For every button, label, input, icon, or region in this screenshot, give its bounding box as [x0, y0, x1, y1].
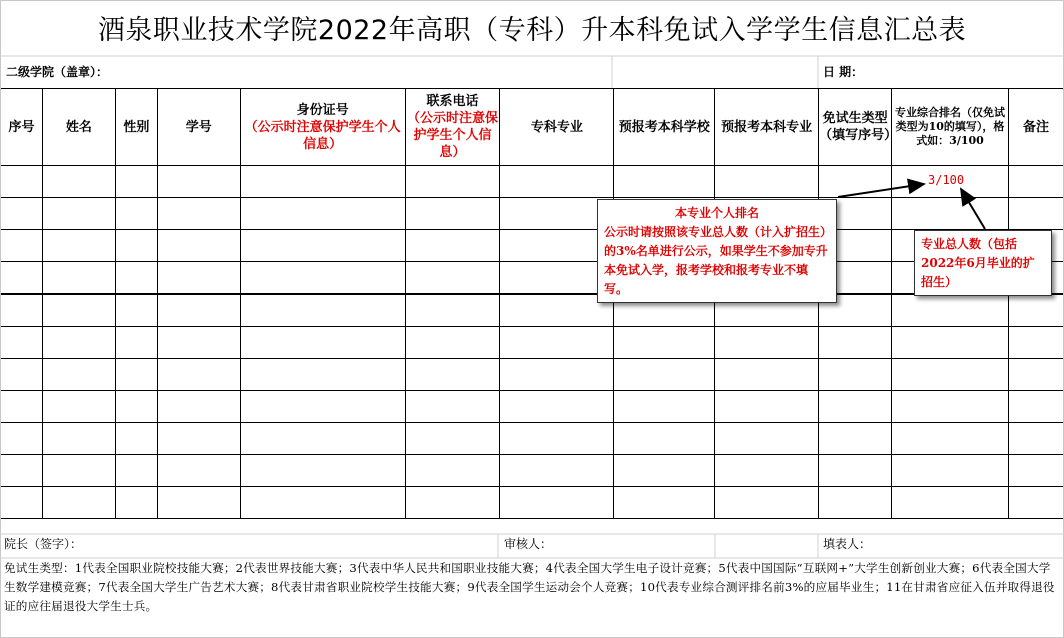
table-cell[interactable]: [1008, 487, 1063, 519]
table-cell[interactable]: [614, 487, 715, 519]
table-cell[interactable]: [115, 327, 157, 359]
table-cell[interactable]: [405, 391, 500, 423]
table-cell[interactable]: [1, 359, 43, 391]
table-cell[interactable]: [42, 455, 115, 487]
table-cell[interactable]: [500, 423, 614, 455]
rank-example: 3/100: [928, 173, 965, 187]
table-cell[interactable]: [1008, 391, 1063, 423]
table-cell[interactable]: [405, 455, 500, 487]
table-cell[interactable]: [715, 423, 819, 455]
table-cell[interactable]: [42, 262, 115, 295]
table-cell[interactable]: [115, 359, 157, 391]
col-target-major: 预报考本科专业: [715, 89, 819, 166]
table-cell[interactable]: [240, 230, 405, 262]
table-cell[interactable]: [115, 455, 157, 487]
table-cell[interactable]: [157, 327, 240, 359]
table-row: [1, 198, 1064, 230]
table-cell[interactable]: [115, 198, 157, 230]
reviewer-label: 审核人：: [504, 537, 553, 551]
date-label: 日 期：: [823, 65, 864, 79]
table-cell[interactable]: [1, 423, 43, 455]
table-cell[interactable]: [1, 294, 43, 327]
table-cell[interactable]: [115, 423, 157, 455]
table-cell[interactable]: [240, 327, 405, 359]
table-cell[interactable]: [715, 359, 819, 391]
table-cell[interactable]: [115, 487, 157, 519]
table-cell[interactable]: [892, 455, 1009, 487]
table-cell[interactable]: [715, 327, 819, 359]
col-major: 专科专业: [500, 89, 614, 166]
table-cell[interactable]: [614, 166, 715, 198]
col-id-card: 身份证号 （公示时注意保护学生个人信息）: [240, 89, 405, 166]
table-cell[interactable]: [405, 423, 500, 455]
table-cell[interactable]: [42, 391, 115, 423]
table-cell[interactable]: [892, 359, 1009, 391]
rank-callout-body: 公示时请按照该专业总人数（计入扩招生）的3%名单进行公示，如果学生不参加专升本免试入学，报考学校和报考专业不填写。: [604, 225, 828, 296]
table-cell[interactable]: [240, 198, 405, 230]
table-cell[interactable]: [715, 487, 819, 519]
table-cell[interactable]: [819, 455, 892, 487]
table-cell[interactable]: [42, 487, 115, 519]
table-cell[interactable]: [157, 198, 240, 230]
table-cell[interactable]: [405, 487, 500, 519]
rank-callout: [597, 199, 837, 303]
student-info-table: [0, 88, 1064, 519]
col-student-id: 学号: [157, 89, 240, 166]
table-cell[interactable]: [115, 294, 157, 327]
table-cell[interactable]: [157, 455, 240, 487]
table-row: [1, 359, 1064, 391]
col-gender: 性别: [115, 89, 157, 166]
table-cell[interactable]: [157, 487, 240, 519]
table-cell[interactable]: [819, 327, 892, 359]
table-cell[interactable]: [1, 198, 43, 230]
table-row: [1, 455, 1064, 487]
filler-label: 填表人：: [823, 537, 872, 551]
table-cell[interactable]: [157, 294, 240, 327]
table-row: [1, 423, 1064, 455]
table-cell[interactable]: [819, 423, 892, 455]
table-row: [1, 262, 1064, 295]
table-cell[interactable]: [115, 230, 157, 262]
header-row: [1, 89, 1064, 166]
table-cell[interactable]: [115, 262, 157, 295]
table-cell[interactable]: [715, 391, 819, 423]
table-cell[interactable]: [240, 359, 405, 391]
table-cell[interactable]: [715, 455, 819, 487]
col-exempt-type: 免试生类型（填写序号）: [819, 89, 892, 166]
table-cell[interactable]: [715, 166, 819, 198]
table-row: [1, 294, 1064, 327]
table-cell[interactable]: [157, 391, 240, 423]
table-cell[interactable]: [405, 294, 500, 327]
table-row: [1, 327, 1064, 359]
table-cell[interactable]: [614, 327, 715, 359]
table-cell[interactable]: [892, 391, 1009, 423]
table-cell[interactable]: [42, 294, 115, 327]
table-cell[interactable]: [614, 455, 715, 487]
table-cell[interactable]: [240, 294, 405, 327]
table-cell[interactable]: [614, 391, 715, 423]
table-cell[interactable]: [1, 391, 43, 423]
page-title: 酒泉职业技术学院2022年高职（专科）升本科免试入学学生信息汇总表: [97, 15, 967, 46]
table-cell[interactable]: [42, 359, 115, 391]
table-cell[interactable]: [1, 230, 43, 262]
privacy-note: （公示时注意保护学生个人信息）: [244, 119, 401, 152]
table-cell[interactable]: [892, 294, 1009, 327]
table-cell[interactable]: [157, 262, 240, 295]
privacy-note: （公示时注意保护学生个人信息）: [407, 111, 499, 160]
table-cell[interactable]: [42, 327, 115, 359]
table-cell[interactable]: [42, 166, 115, 198]
table-cell[interactable]: [500, 166, 614, 198]
table-cell[interactable]: [240, 262, 405, 295]
rank-callout-title: 本专业个人排名: [674, 206, 759, 220]
table-cell[interactable]: [500, 487, 614, 519]
table-cell[interactable]: [614, 359, 715, 391]
table-cell[interactable]: [42, 198, 115, 230]
total-callout: 专业总人数（包括2022年6月毕业的扩招生）: [914, 230, 1052, 296]
table-cell[interactable]: [819, 359, 892, 391]
table-cell[interactable]: [405, 359, 500, 391]
table-cell[interactable]: [240, 455, 405, 487]
table-cell[interactable]: [405, 230, 500, 262]
table-cell[interactable]: [157, 423, 240, 455]
col-index: 序号: [1, 89, 43, 166]
table-cell[interactable]: [1008, 294, 1063, 327]
table-cell[interactable]: [405, 198, 500, 230]
table-cell[interactable]: [240, 487, 405, 519]
table-row: [1, 391, 1064, 423]
table-cell[interactable]: [157, 230, 240, 262]
table-row: [1, 230, 1064, 262]
table-cell[interactable]: [819, 166, 892, 198]
table-cell[interactable]: [42, 230, 115, 262]
table-cell[interactable]: [1008, 166, 1063, 198]
table-cell[interactable]: [500, 327, 614, 359]
table-row: [1, 166, 1064, 198]
table-cell[interactable]: [240, 391, 405, 423]
table-cell[interactable]: [1008, 455, 1063, 487]
table-cell[interactable]: [819, 391, 892, 423]
table-cell[interactable]: [819, 487, 892, 519]
table-cell[interactable]: [500, 391, 614, 423]
table-cell[interactable]: [115, 166, 157, 198]
table-cell[interactable]: [157, 166, 240, 198]
table-cell[interactable]: [892, 487, 1009, 519]
col-target-school: 预报考本科学校: [614, 89, 715, 166]
table-cell[interactable]: [1, 327, 43, 359]
table-cell[interactable]: [42, 423, 115, 455]
col-name: 姓名: [42, 89, 115, 166]
table-cell[interactable]: [500, 455, 614, 487]
table-cell[interactable]: [1008, 327, 1063, 359]
table-cell[interactable]: [614, 423, 715, 455]
table-cell[interactable]: [1, 487, 43, 519]
table-cell[interactable]: [1008, 359, 1063, 391]
col-phone: 联系电话 （公示时注意保护学生个人信息）: [405, 89, 500, 166]
table-cell[interactable]: [892, 423, 1009, 455]
table-cell[interactable]: [240, 166, 405, 198]
table-cell[interactable]: [892, 327, 1009, 359]
table-cell[interactable]: [405, 166, 500, 198]
table-cell[interactable]: [1, 166, 43, 198]
table-cell[interactable]: [240, 423, 405, 455]
president-signature-label: 院长（签字）：: [4, 537, 83, 551]
col-rank: 专业综合排名（仅免试类型为10的填写），格式如：3/100: [892, 89, 1009, 166]
table-cell[interactable]: [1008, 198, 1063, 230]
table-cell[interactable]: [1008, 423, 1063, 455]
table-cell[interactable]: [892, 198, 1009, 230]
col-remarks: 备注: [1008, 89, 1063, 166]
exemption-type-notes: 免试生类型：1代表全国职业院校技能大赛；2代表世界技能大赛；3代表中华人民共和国职业技能大赛；4代表全国大学生电子设计竞赛；5代表中国国际“互联网+”大学生创新创业大赛；6代表全国大学生数学建模竞赛；7代表全国大学生广告艺术大赛；8代表甘肃省职业院校学生技能大赛；9代表全国学生运动会个人竞赛；10代表专业综合测评排名前3%的应届毕业生；11在甘肃省应征入伍并取得退役证的应往届退役大学生士兵。: [4, 561, 1055, 613]
table-cell[interactable]: [157, 359, 240, 391]
table-cell[interactable]: [1, 262, 43, 295]
table-row: [1, 487, 1064, 519]
table-cell[interactable]: [115, 391, 157, 423]
table-cell[interactable]: [1, 455, 43, 487]
table-cell[interactable]: [405, 262, 500, 295]
table-cell[interactable]: [405, 327, 500, 359]
college-seal-label: 二级学院（盖章）：: [6, 65, 109, 79]
table-cell[interactable]: [500, 359, 614, 391]
